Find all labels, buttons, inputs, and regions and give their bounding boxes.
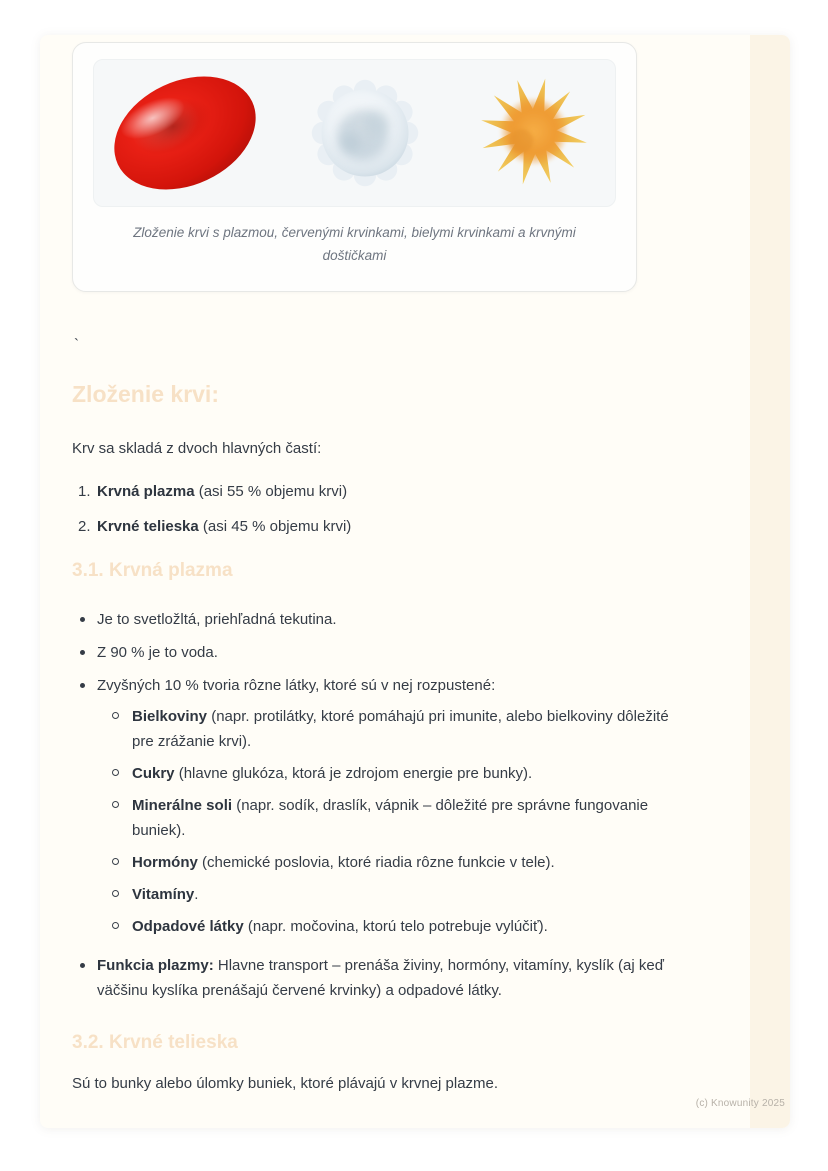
- substance-detail: (napr. sodík, draslík, vápnik – dôležité pre správne fungovanie buniek).: [132, 797, 649, 839]
- blood-parts-list: [72, 479, 712, 539]
- document-page: [40, 35, 790, 1128]
- watermark: (c) Knowunity 2025: [695, 1098, 785, 1109]
- figure-card: [72, 42, 637, 292]
- section-heading-3-1: 3.1. Krvná plazma: [72, 560, 233, 581]
- bullet-text: Je to svetložltá, priehľadná tekutina.: [97, 611, 337, 628]
- list-item: [97, 793, 693, 843]
- bullet-text: Zvyšných 10 % tvoria rôzne látky, ktoré sú v nej rozpustené:: [97, 677, 496, 694]
- list-item: [72, 640, 693, 665]
- list-item: [72, 953, 693, 1003]
- part-detail: (asi 45 % objemu krvi): [198, 518, 352, 535]
- list-item: [97, 761, 693, 786]
- list-item: [78, 479, 712, 504]
- list-item: [97, 914, 693, 939]
- section-heading-main: Zloženie krvi:: [72, 381, 219, 407]
- list-number: 1.: [78, 483, 91, 500]
- plasma-properties-list: [72, 607, 712, 1003]
- section-heading-3-2: 3.2. Krvné telieska: [72, 1032, 238, 1053]
- function-detail: Hlavne transport – prenáša živiny, hormóny, vitamíny, kyslík (aj keď väčšinu kyslíka prenášajú červené krvinky) a odpadové látky.: [97, 957, 664, 999]
- document-content: [72, 35, 712, 1096]
- list-item: [97, 882, 693, 907]
- substance-name: Cukry: [132, 765, 175, 782]
- section2-paragraph: Sú to bunky alebo úlomky buniek, ktoré plávajú v krvnej plazme.: [72, 1075, 499, 1092]
- substance-name: Hormóny: [132, 854, 198, 871]
- white-blood-cell-illustration: [290, 63, 440, 203]
- part-name: Krvné telieska: [97, 518, 199, 535]
- list-item: [97, 704, 693, 754]
- substance-name: Bielkoviny: [132, 708, 208, 725]
- substance-detail: (napr. protilátky, ktoré pomáhajú pri imunite, alebo bielkoviny dôležité pre zrážanie krvi).: [132, 708, 669, 750]
- list-item: [78, 514, 712, 539]
- dissolved-substances-list: [97, 704, 693, 939]
- list-item: [72, 673, 693, 939]
- substance-detail: .: [194, 886, 199, 903]
- page-edge-strip: [750, 35, 790, 1128]
- substance-name: Odpadové látky: [132, 918, 244, 935]
- part-detail: (asi 55 % objemu krvi): [194, 483, 348, 500]
- substance-name: Vitamíny: [132, 886, 195, 903]
- red-blood-cell-illustration: [100, 63, 270, 203]
- part-name: Krvná plazma: [97, 483, 195, 500]
- figure-caption: Zloženie krvi s plazmou, červenými krvinkami, bielymi krvinkami a krvnými doštičkami: [133, 225, 576, 263]
- function-label: Funkcia plazmy:: [97, 957, 214, 974]
- substance-detail: (napr. močovina, ktorú telo potrebuje vylúčiť).: [243, 918, 548, 935]
- list-number: 2.: [78, 518, 91, 535]
- list-item: [72, 607, 693, 632]
- list-item: [97, 850, 693, 875]
- substance-detail: (hlavne glukóza, ktorá je zdrojom energie pre bunky).: [174, 765, 533, 782]
- bullet-text: Z 90 % je to voda.: [97, 644, 218, 661]
- stray-backtick-mark: `: [74, 336, 79, 353]
- platelet-illustration: [459, 63, 609, 203]
- intro-paragraph: Krv sa skladá z dvoch hlavných častí:: [72, 440, 322, 457]
- substance-detail: (chemické poslovia, ktoré riadia rôzne funkcie v tele).: [197, 854, 555, 871]
- blood-cells-image: [93, 59, 616, 207]
- substance-name: Minerálne soli: [132, 797, 233, 814]
